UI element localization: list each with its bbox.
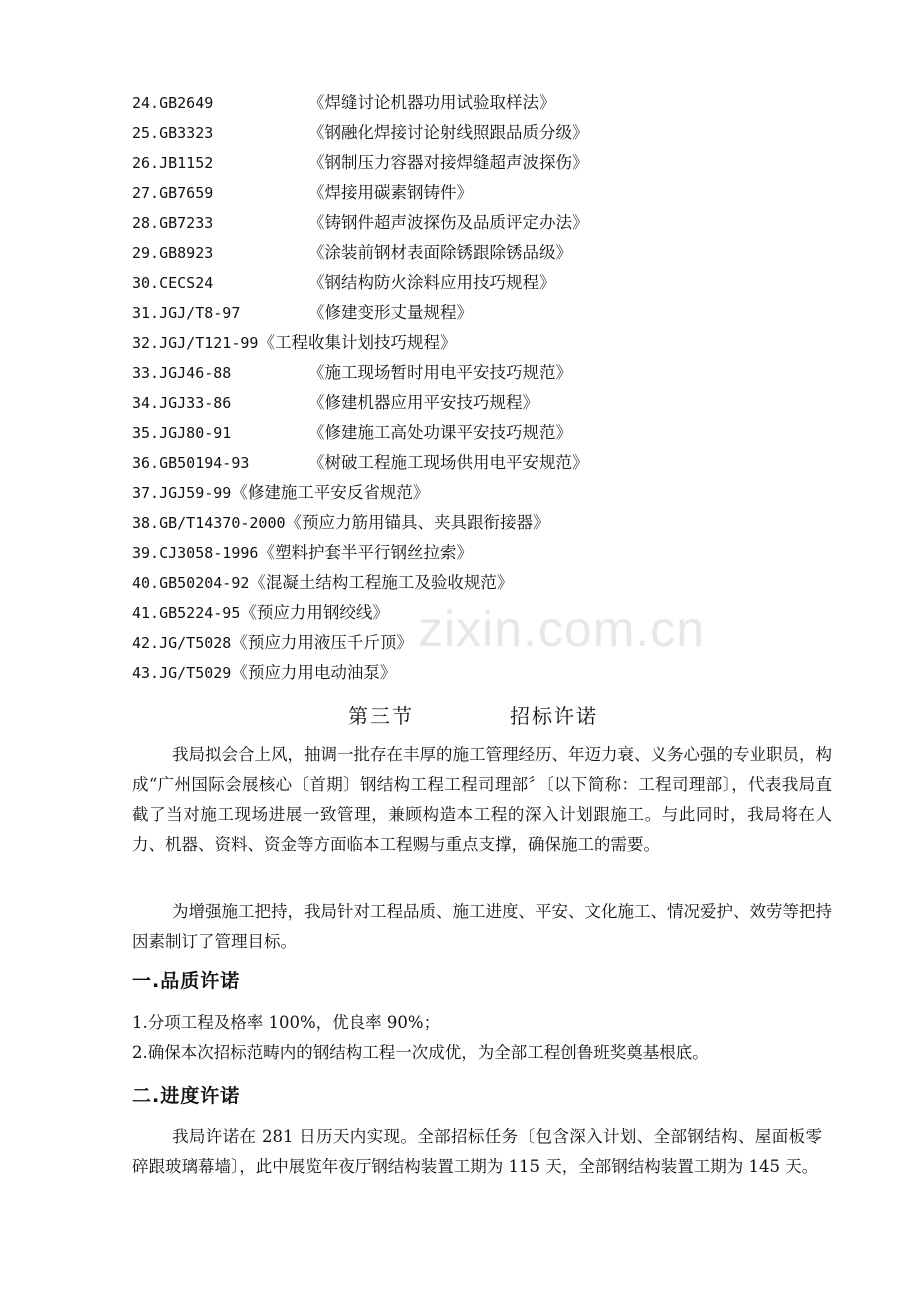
reference-title: 《修建施工高处功课平安技巧规范》 [308,423,572,442]
section-title [0,698,920,734]
reference-item [132,358,852,388]
reference-item [132,148,852,178]
reference-title: 《铸钢件超声波探伤及品质评定办法》 [308,213,589,232]
reference-code: 36.GB50194-93 [132,454,250,472]
reference-code: 25.GB3323 [132,124,214,142]
reference-item [132,208,852,238]
reference-title: 《预应力用钢绞线》 [240,603,389,622]
reference-title: 《预应力用液压千斤顶》 [231,633,413,652]
quality-item: 1.分项工程及格率 100%，优良率 90%； [132,1013,441,1032]
intro-paragraph: 我局拟会合上风，抽调一批存在丰厚的施工管理经历、年迈力衰、义务心强的专业职员，构成“广州国际会展核心〔首期〕钢结构工程工程司理部〞〔以下简称：工程司理部〕，代表我局直截了当对施工现场进展一致管理，兼顾构造本工程的深入计划跟施工。与此同时，我局将在人力、机器、资料、资金等方面临本工程赐与重点支撑，确保施工的需要。 [132,745,832,854]
reference-title: 《塑料护套半平行钢丝拉索》 [258,543,473,562]
reference-title: 《钢制压力容器对接焊缝超声波探伤》 [308,153,589,172]
reference-code: 40.GB50204-92 [132,574,250,592]
reference-code: 35.JGJ80-91 [132,424,232,442]
reference-title: 《钢结构防火涂料应用技巧规程》 [308,273,556,292]
quality-item: 2.确保本次招标范畴内的钢结构工程一次成优，为全部工程创鲁班奖奠基根底。 [132,1043,709,1062]
reference-item [132,538,852,568]
reference-code: 37.JGJ59-99 [132,484,232,502]
reference-item [132,88,852,118]
reference-item [132,658,852,688]
reference-item [132,298,852,328]
reference-code: 42.JG/T5028 [132,634,232,652]
reference-title: 《涂装前钢材表面除锈跟除锈品级》 [308,243,572,262]
reference-title: 《修建机器应用平安技巧规程》 [308,393,539,412]
reference-title: 《预应力用电动油泵》 [231,663,397,682]
quality-heading: 一.品质许诺 [132,970,241,992]
reference-code: 28.GB7233 [132,214,214,232]
reference-item [132,508,852,538]
reference-item [132,388,852,418]
reference-title: 《混凝土结构工程施工及验收规范》 [249,573,514,592]
reference-title: 《预应力筋用锚具、夹具跟衔接器》 [285,513,550,532]
reference-title: 《钢融化焊接讨论射线照跟品质分级》 [308,123,589,142]
reference-code: 26.JB1152 [132,154,214,172]
schedule-heading: 二.进度许诺 [132,1085,241,1107]
reference-item [132,418,852,448]
reference-code: 38.GB/T14370-2000 [132,514,286,532]
reference-code: 31.JGJ/T8-97 [132,304,241,322]
reference-title: 《工程收集计划技巧规程》 [258,333,457,352]
reference-code: 34.JGJ33-86 [132,394,232,412]
reference-code: 29.GB8923 [132,244,214,262]
section-name: 招标许诺 [510,704,598,728]
reference-item [132,268,852,298]
reference-code: 27.GB7659 [132,184,214,202]
intro-paragraph: 为增强施工把持，我局针对工程品质、施工进度、平安、文化施工、情况爱护、效劳等把持因素制订了管理目标。 [132,902,832,951]
reference-title: 《施工现场暂时用电平安技巧规范》 [308,363,572,382]
reference-item [132,178,852,208]
reference-title: 《焊接用碳素钢铸件》 [308,183,473,202]
reference-item [132,448,852,478]
reference-code: 24.GB2649 [132,94,214,112]
reference-code: 41.GB5224-95 [132,604,241,622]
reference-code: 33.JGJ46-88 [132,364,232,382]
reference-item [132,478,852,508]
reference-item [132,628,852,658]
reference-item [132,568,852,598]
reference-item [132,598,852,628]
watermark: zixin.com.cn [418,601,706,657]
schedule-paragraph: 我局许诺在 281 日历天内实现。全部招标任务〔包含深入计划、全部钢结构、屋面板零碎跟玻璃幕墙〕，此中展览年夜厅钢结构装置工期为 115 天，全部钢结构装置工期为 145 天。 [132,1127,822,1176]
reference-title: 《修建施工平安反省规范》 [231,483,430,502]
section-number: 第三节 [348,704,414,728]
reference-item [132,328,852,358]
reference-title: 《修建变形丈量规程》 [308,303,473,322]
reference-code: 30.CECS24 [132,274,214,292]
reference-item [132,238,852,268]
reference-title: 《树破工程施工现场供用电平安规范》 [308,453,589,472]
standards-reference-list [132,88,852,688]
reference-title: 《焊缝讨论机器功用试验取样法》 [308,93,556,112]
reference-code: 39.CJ3058-1996 [132,544,259,562]
reference-item [132,118,852,148]
reference-code: 32.JGJ/T121-99 [132,334,259,352]
reference-code: 43.JG/T5029 [132,664,232,682]
